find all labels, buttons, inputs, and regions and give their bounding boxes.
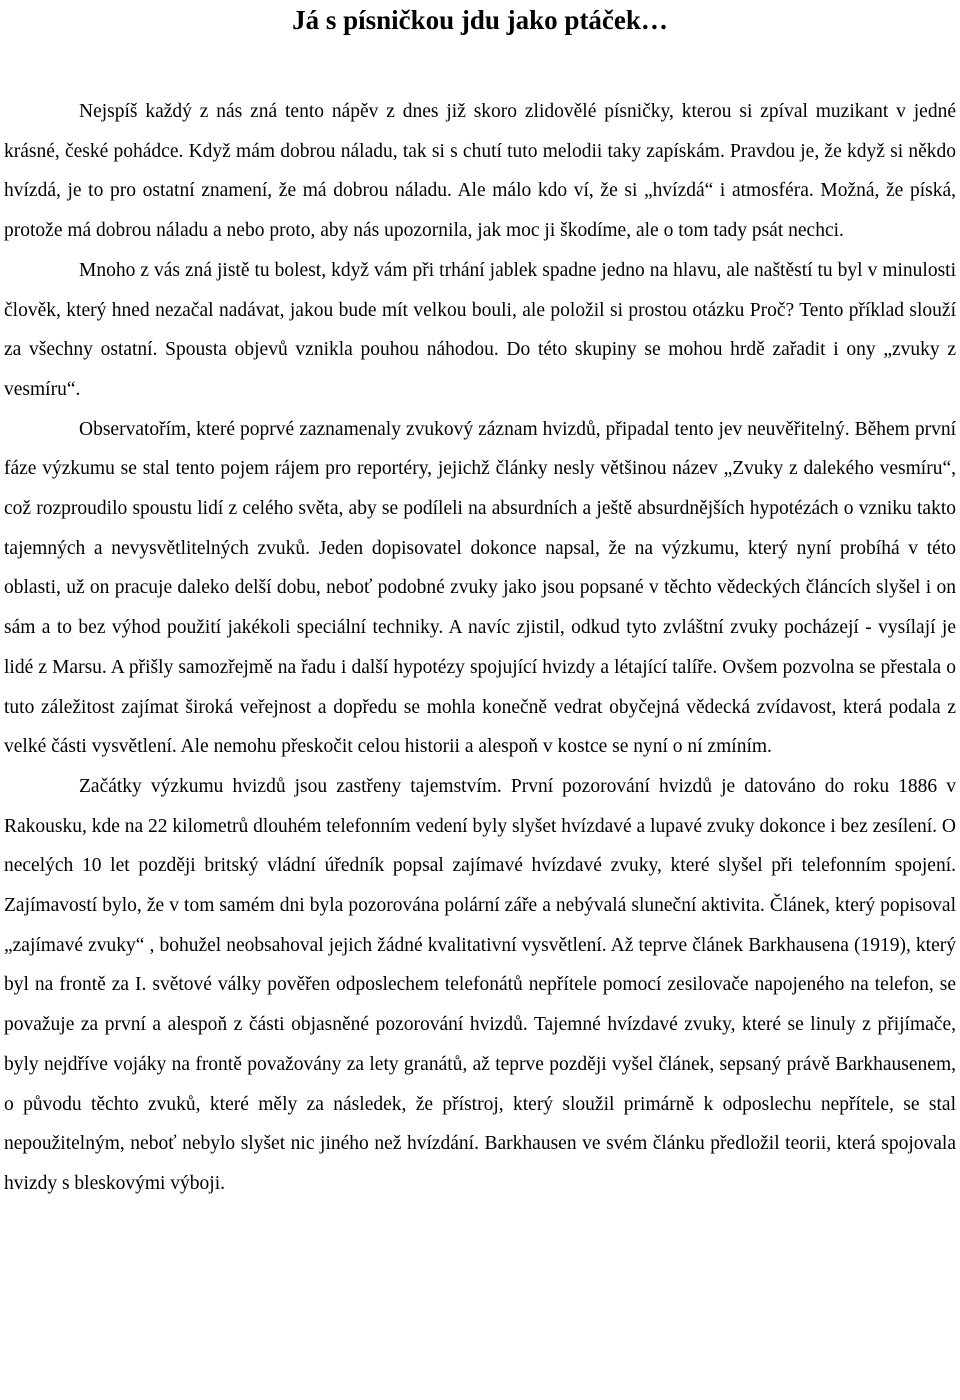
paragraph-1: Nejspíš každý z nás zná tento nápěv z dnes již skoro zlidovělé písničky, kterou si zpíval muzikant v jedné krásné, české pohádce. Když mám dobrou náladu, tak si s chutí tuto melodii taky zapískám. Pravdou je, že když si někdo hvízdá, je to pro ostatní znamení, že má dobrou náladu. Ale málo kdo ví, že si „hvízdá“ i atmosféra. Možná, že píská, protože má dobrou náladu a nebo proto, aby nás upozornila, jak moc ji škodíme, ale o tom tady psát nechci.: [4, 101, 956, 242]
document-page: [4, 0, 956, 1400]
paragraph-4: Začátky výzkumu hvizdů jsou zastřeny tajemstvím. První pozorování hvizdů je datováno do roku 1886 v Rakousku, kde na 22 kilometrů dlouhém telefonním vedení byly slyšet hvízdavé a lupavé zvuky dokonce i bez zesílení. O necelých 10 let později britský vládní úředník popsal zajímavé hvízdavé zvuky, které slyšel při telefonním spojení. Zajímavostí bylo, že v tom samém dni byla pozorována polární záře a nebývalá sluneční aktivita. Článek, který popisoval „zajímavé zvuky“ , bohužel neobsahoval jejich žádné kvalitativní vysvětlení. Až teprve článek Barkhausena (1919), který byl na frontě za I. světové války pověřen odposlechem telefonátů nepřítele pomocí zesilovače napojeného na telefon, se považuje za první a alespoň z části objasněné pozorování hvizdů. Tajemné hvízdavé zvuky, které se linuly z přijímače, byly nejdříve vojáky na frontě považovány za lety granátů, až teprve později vyšel článek, sepsaný právě Barkhausenem, o původu těchto zvuků, které měly za následek, že přístroj, který sloužil primárně k odposlechu nepřítele, se stal nepoužitelným, neboť nebylo slyšet nic jiného než hvízdání. Barkhausen ve svém článku předložil teorii, která spojovala hvizdy s bleskovými výboji.: [4, 775, 957, 1194]
paragraph-2: Mnoho z vás zná jistě tu bolest, když vám při trhání jablek spadne jedno na hlavu, ale naštěstí tu byl v minulosti člověk, který hned nezačal nadávat, jakou bude mít velkou bouli, ale položil si prostou otázku Proč? Tento příklad slouží za všechny ostatní. Spousta objevů vznikla pouhou náhodou. Do této skupiny se mohou hrdě zařadit i ony „zvuky z vesmíru“.: [4, 259, 956, 400]
document-body: [4, 92, 956, 1204]
document-title: Já s písničkou jdu jako ptáček…: [292, 5, 668, 35]
paragraph-3: Observatořím, které poprvé zaznamenaly zvukový záznam hvizdů, připadal tento jev neuvěřitelný. Během první fáze výzkumu se stal tento pojem rájem pro reportéry, jejichž články nesly většinou název „Zvuky z dalekého vesmíru“, což rozproudilo spoustu lidí z celého světa, aby se podíleli na absurdních a ještě absurdnějších hypotézách o vzniku takto tajemných a nevysvětlitelných zvuků. Jeden dopisovatel dokonce napsal, že na výzkumu, který nyní probíhá v této oblasti, už on pracuje daleko delší dobu, neboť podobné zvuky jako jsou popsané v těchto vědeckých článcích slyšel i on sám a to bez výhod použití jakékoli speciální techniky. A navíc zjistil, odkud tyto zvláštní zvuky pocházejí - vysílají je lidé z Marsu. A přišly samozřejmě na řadu i další hypotézy spojující hvizdy a létající talíře. Ovšem pozvolna se přestala o tuto záležitost zajímat široká veřejnost a dopředu se mohla konečně vedrat obyčejná vědecká zvídavost, která podala z velké části vysvětlení. Ale nemohu přeskočit celou historii a alespoň v kostce se nyní o ní zmíním.: [4, 418, 956, 758]
